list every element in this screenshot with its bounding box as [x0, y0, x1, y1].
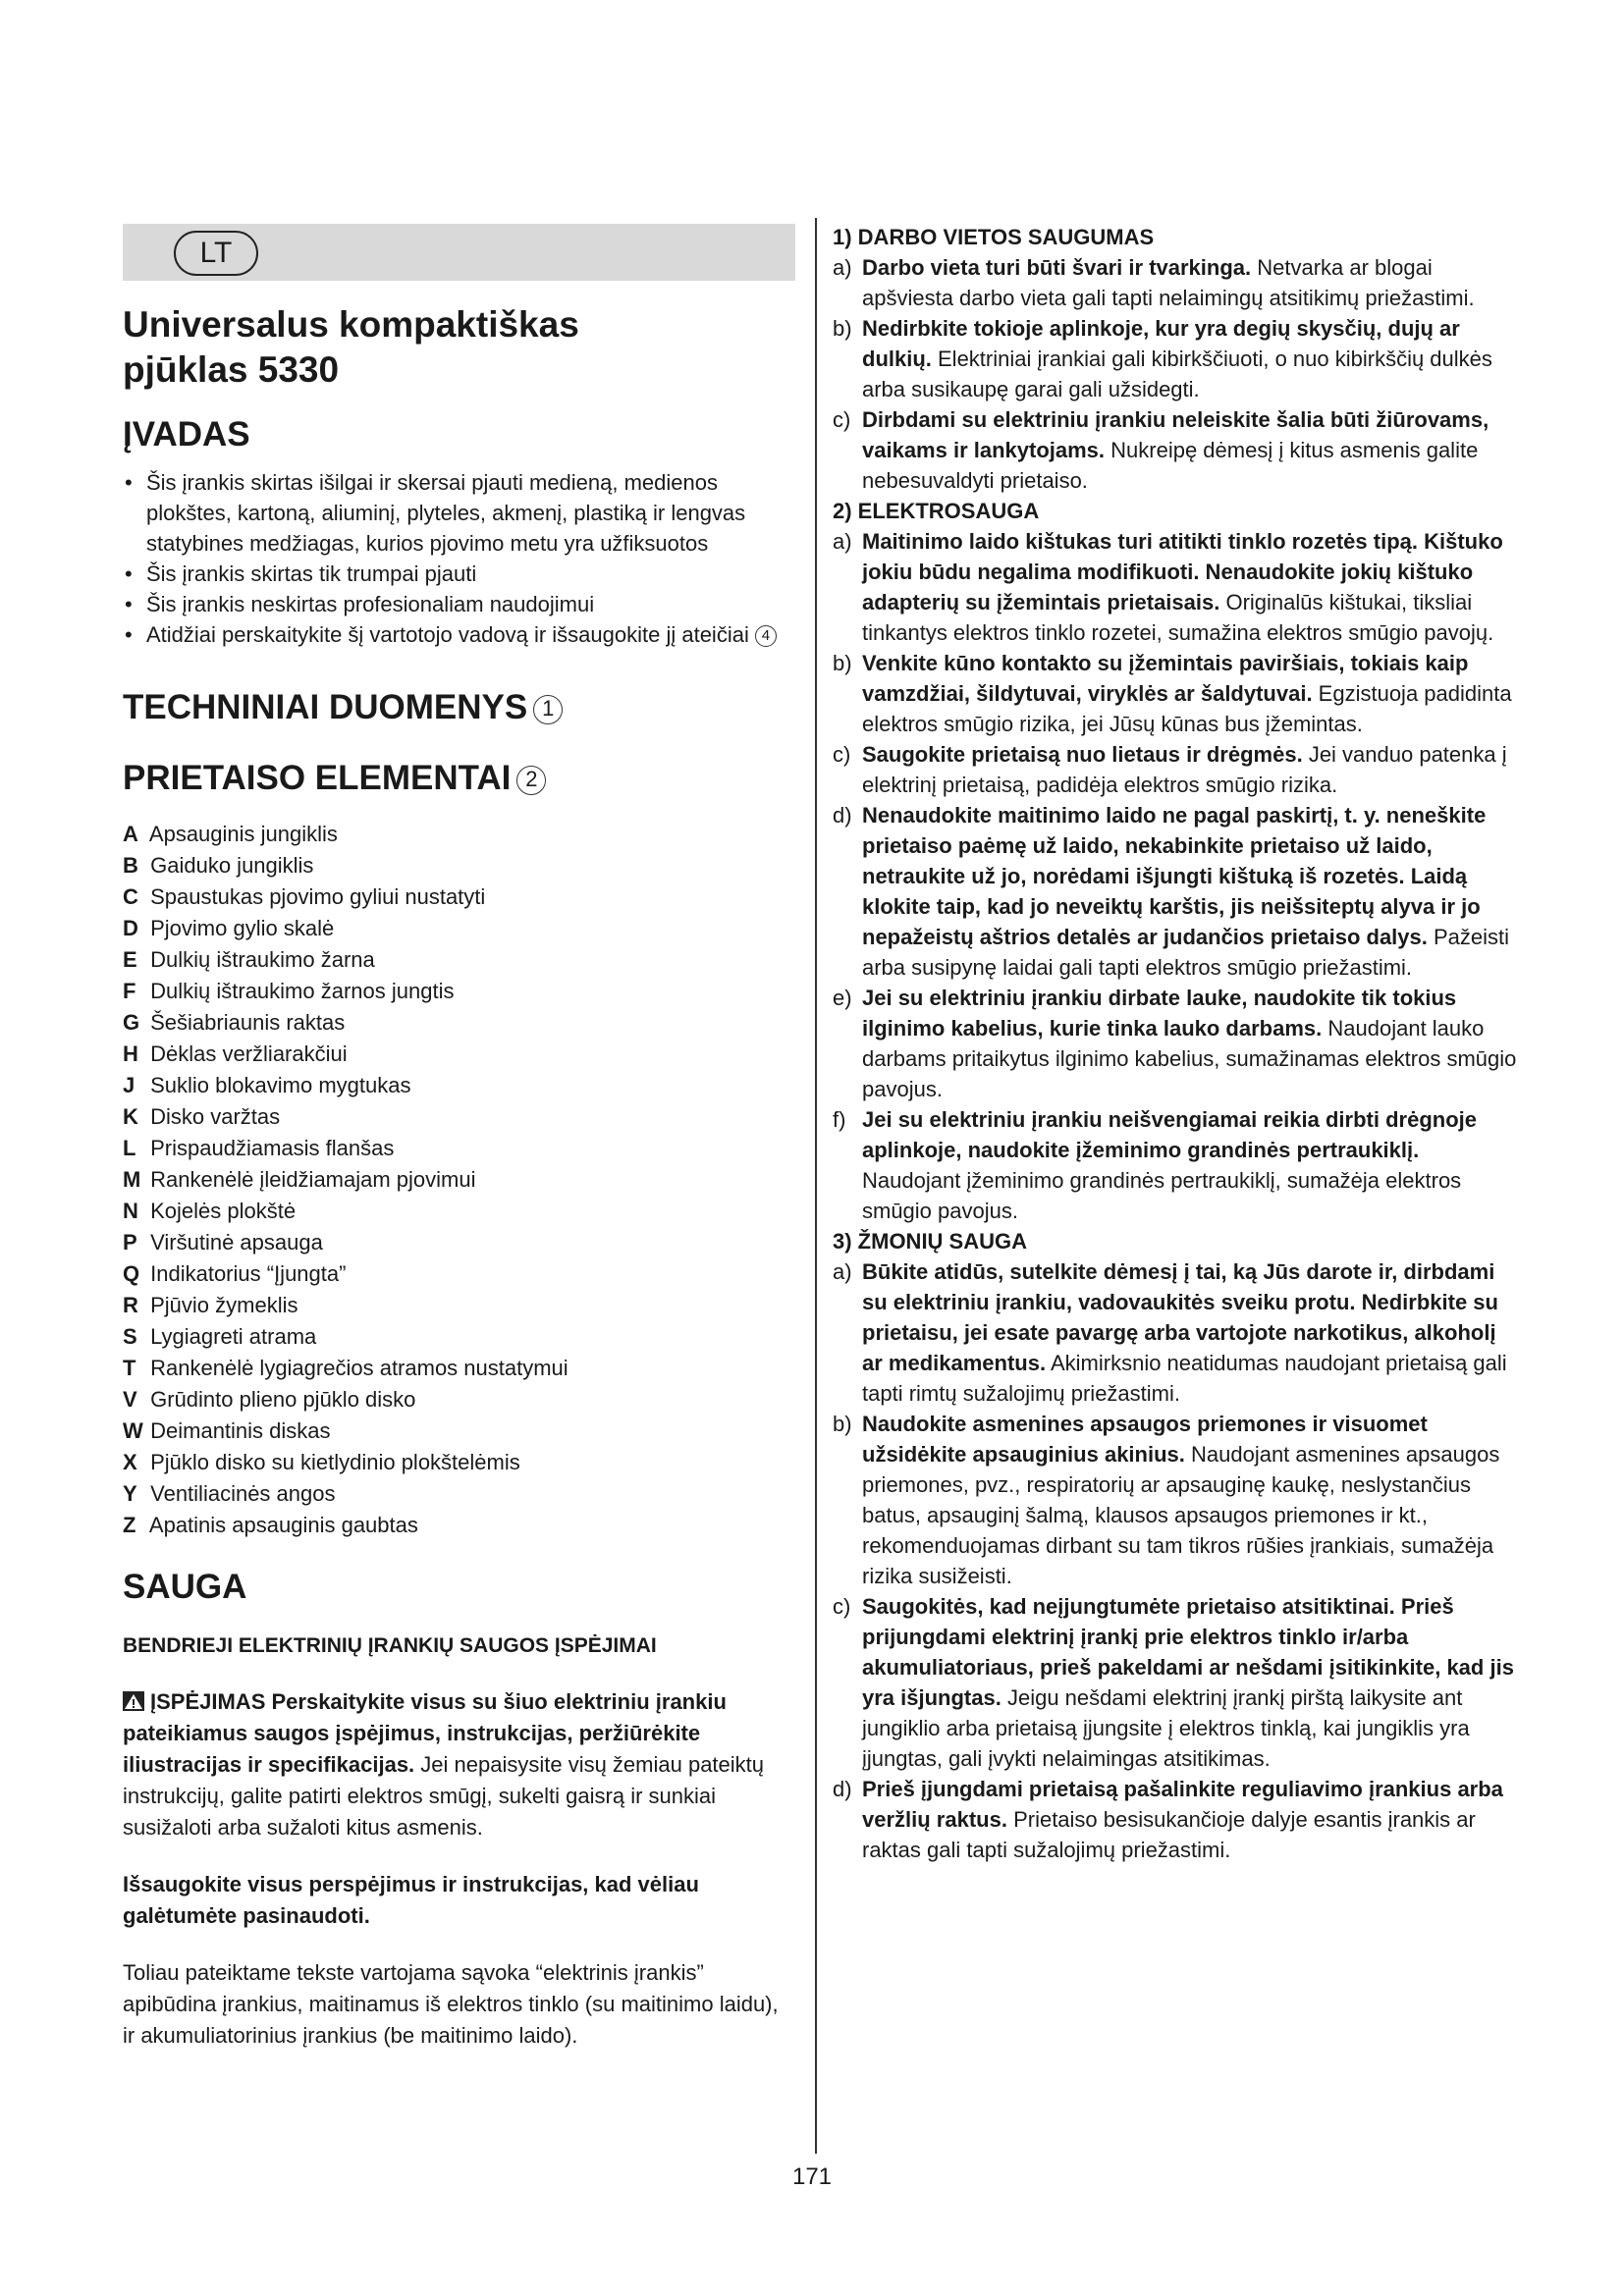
language-bar [123, 224, 795, 281]
part-label: Kojelės plokštė [150, 1199, 297, 1223]
rule-label: c) [833, 407, 851, 432]
part-label: Pjovimo gylio skalė [150, 916, 335, 940]
warning-triangle-icon [123, 1691, 144, 1711]
column-divider [815, 218, 817, 2154]
intro-bullet: • Šis įrankis skirtas tik trumpai pjauti [123, 559, 795, 589]
rule-text: Jei vanduo patenka į elektrinį prietaisą, padidėja elektros smūgio rizika. [862, 742, 1507, 797]
part-item [123, 1007, 795, 1039]
safety-rule [833, 739, 1520, 800]
part-item [123, 1227, 795, 1258]
rule-label: a) [833, 1259, 852, 1284]
part-item [123, 1164, 795, 1196]
part-code: Z [123, 1513, 136, 1537]
intro-bullet-list [123, 467, 795, 650]
left-column [123, 224, 795, 2052]
part-label: Šešiabriaunis raktas [150, 1010, 346, 1035]
part-label: Grūdinto plieno pjūklo disko [150, 1387, 416, 1412]
rule-label: a) [833, 529, 852, 554]
part-label: Lygiagreti atrama [150, 1324, 317, 1349]
part-label: Apatinis apsauginis gaubtas [148, 1513, 418, 1537]
parts-heading: PRIETAISO ELEMENTAI 2 [123, 758, 795, 799]
part-code: J [123, 1073, 135, 1097]
part-item [123, 1039, 795, 1070]
part-code: C [123, 884, 138, 909]
rule-bold-text: Būkite atidūs, sutelkite dėmesį į tai, ką Jūs darote ir, dirbdami su elektriniu įrankiu, vadovaukitės sveiku protu. Nedirbkite su prietaisu, jei esate pavargę arba vartojote narkotikus, alkoholį ar medikamentus. [862, 1259, 1498, 1375]
part-label: Pjūklo disko su kietlydinio plokštelėmis [150, 1450, 520, 1474]
rule-text: Akimirksnio neatidumas naudojant prietaisą gali tapti rimtų sužalojimų priežastimi. [862, 1351, 1507, 1406]
rule-bold-text: Nenaudokite maitinimo laido ne pagal paskirtį, t. y. neneškite prietaiso paėmę už laido, nekabinkite prietaiso už laido, netraukite už jo, norėdami išjungti kištuką iš rozetės. Laidą klokite taip, kad jo neveiktų karštis, jis neišsiteptų alyva ir jo nepažeistų aštrios detalės ar judančios prietaiso dalys. [862, 803, 1487, 949]
warning-paragraph: ĮSPĖJIMAS Perskaitykite visus su šiuo elektriniu įrankiu pateikiamus saugos įspėjimus, instrukcijas, peržiūrėkite iliustracijas ir specifikacijas. Jei nepaisysite visų žemiau pateiktų instrukcijų, galite patirti elektros smūgį, sukelti gaisrą ir sunkiai susižaloti arba sužaloti kitus asmenis. [123, 1689, 765, 1840]
title-line-1: Universalus kompaktiškas [123, 304, 579, 345]
safety-rule [833, 1256, 1520, 1409]
figure-ref-badge: 2 [516, 766, 546, 795]
part-label: Spaustukas pjovimo gyliui nustatyti [150, 884, 486, 909]
part-code: R [123, 1293, 138, 1317]
part-label: Dulkių ištraukimo žarna [150, 947, 375, 972]
rule-text: Elektriniai įrankiai gali kibirkščiuoti, o nuo kibirkščių dulkės arba susikaupę garai gali užsidegti. [862, 347, 1492, 401]
rule-bold-text: Jei su elektriniu įrankiu neišvengiamai reikia dirbti drėgnoje aplinkoje, naudokite įžeminimo grandinės pertraukiklį. [862, 1107, 1477, 1162]
rule-label: a) [833, 255, 852, 280]
part-item [123, 1353, 795, 1384]
part-item [123, 913, 795, 944]
rule-text: Originalūs kištukai, tiksliai tinkantys elektros tinklo rozetei, sumažina elektros smūgio pavojų. [862, 590, 1494, 645]
part-item [123, 1290, 795, 1321]
rule-bold-text: Nedirbkite tokioje aplinkoje, kur yra degių skysčių, dujų ar dulkių. [862, 316, 1460, 371]
safety-rule [833, 1104, 1520, 1226]
rule-label: f) [833, 1107, 846, 1132]
rule-label: c) [833, 742, 851, 767]
part-item [123, 1510, 795, 1541]
part-label: Gaiduko jungiklis [150, 853, 314, 878]
rule-text: Naudojant asmenines apsaugos priemones, pvz., respiratorių ar apsauginę kaukę, neslystančius batus, apsauginį šalmą, klausos apsaugos priemones ir kt., rekomenduojamas dirbant su tam tikros rūšies įrankiais, sumažėja rizika susižeisti. [862, 1442, 1500, 1588]
part-item [123, 976, 795, 1007]
part-code: Q [123, 1261, 140, 1286]
part-item [123, 1384, 795, 1415]
technical-data-heading: TECHNINIAI DUOMENYS 1 [123, 687, 795, 728]
safety-rule [833, 404, 1520, 496]
part-label: Dulkių ištraukimo žarnos jungtis [150, 979, 455, 1003]
safety-rule [833, 313, 1520, 404]
safety-rule [833, 1774, 1520, 1865]
part-code: E [123, 947, 137, 972]
part-code: N [123, 1199, 138, 1223]
part-code: H [123, 1041, 138, 1066]
part-label: Deimantinis diskas [150, 1418, 331, 1443]
part-code: T [123, 1356, 136, 1380]
title-line-2: pjūklas 5330 [123, 349, 340, 390]
rule-text: Jeigu nešdami elektrinį įrankį pirštą laikysite ant jungiklio arba prietaisą įjungsite į elektros tinklą, kai jungiklis yra įjungtas, gali įvykti nelaimingas atsitikimas. [862, 1685, 1470, 1771]
part-code: G [123, 1010, 140, 1035]
part-code: S [123, 1324, 137, 1349]
intro-bullet: • Šis įrankis neskirtas profesionaliam naudojimui [123, 589, 795, 619]
part-code: L [123, 1136, 136, 1160]
part-item [123, 1321, 795, 1353]
part-label: Rankenėlė įleidžiamajam pjovimui [150, 1167, 476, 1192]
safety-rule [833, 800, 1520, 983]
right-column [833, 222, 1520, 1865]
part-code: M [123, 1167, 141, 1192]
part-item [123, 850, 795, 881]
safety-rule [833, 526, 1520, 648]
part-label: Rankenėlė lygiagrečios atramos nustatymui [150, 1356, 568, 1380]
safety-rule [833, 1409, 1520, 1591]
safety-heading: SAUGA [123, 1568, 247, 1606]
part-code: B [123, 853, 138, 878]
part-item [123, 944, 795, 976]
rule-text: Naudojant įžeminimo grandinės pertraukiklį, sumažėja elektros smūgio pavojus. [862, 1168, 1462, 1223]
page-number: 171 [791, 2163, 833, 2190]
part-code: W [123, 1418, 143, 1443]
part-code: P [123, 1230, 137, 1255]
part-code: X [123, 1450, 137, 1474]
part-item [123, 1196, 795, 1227]
safety-rule [833, 1591, 1520, 1774]
part-label: Disko varžtas [150, 1104, 281, 1129]
safety-rule [833, 252, 1520, 313]
figure-ref-badge: 1 [533, 695, 563, 724]
part-item [123, 1101, 795, 1133]
part-item [123, 1447, 795, 1478]
part-label: Suklio blokavimo mygtukas [150, 1073, 411, 1097]
part-label: Viršutinė apsauga [150, 1230, 323, 1255]
part-code: F [123, 979, 136, 1003]
rule-text: Egzistuoja padidinta elektros smūgio rizika, jei Jūsų kūnas bus įžemintas. [862, 681, 1512, 736]
rule-text: Prietaiso besisukančioje dalyje esantis įrankis ar raktas gali tapti sužalojimų priežastimi. [862, 1807, 1476, 1862]
rule-bold-text: Venkite kūno kontakto su įžemintais paviršiais, tokiais kaip vamzdžiai, šildytuvai, viryklės ar šaldytuvai. [862, 651, 1469, 706]
part-label: Ventiliacinės angos [150, 1481, 336, 1506]
part-item [123, 819, 795, 850]
part-item [123, 1258, 795, 1290]
part-code: Y [123, 1481, 137, 1506]
rule-bold-text: Jei su elektriniu įrankiu dirbate lauke, naudokite tik tokius ilginimo kabelius, kurie tinka lauko darbams. [862, 986, 1457, 1041]
rule-bold-text: Naudokite asmenines apsaugos priemones ir visuomet užsidėkite apsauginius akinius. [862, 1412, 1428, 1467]
document-title [123, 302, 795, 393]
part-item [123, 1415, 795, 1447]
rule-label: e) [833, 986, 852, 1010]
parts-list [123, 819, 795, 1541]
figure-ref-badge: 4 [755, 625, 777, 647]
part-item [123, 1133, 795, 1164]
rule-bold-text: Saugokite prietaisą nuo lietaus ir drėgmės. [862, 742, 1303, 767]
safety-section-heading: 1) DARBO VIETOS SAUGUMAS [833, 225, 1155, 249]
rule-bold-text: Saugokitės, kad neįjungtumėte prietaiso atsitiktinai. Prieš prijungdami elektrinį įrankį prie elektros tinklo ir/arba akumuliatoriaus, prieš pakeldami ar nešdami įsitikinkite, kad jis yra išjungtas. [862, 1594, 1514, 1710]
keep-instructions-note: Išsaugokite visus perspėjimus ir instrukcijas, kad vėliau galėtumėte pasinaudoti. [123, 1872, 699, 1928]
rule-label: b) [833, 1412, 852, 1436]
rule-text: Nukreipę dėmesį į kitus asmenis galite nebesuvaldyti prietaiso. [862, 438, 1479, 493]
part-code: D [123, 916, 138, 940]
part-code: V [123, 1387, 137, 1412]
rule-text: Netvarka ar blogai apšviesta darbo vieta gali tapti nelaimingų atsitikimų priežastimi. [862, 255, 1475, 310]
safety-subheading: BENDRIEJI ELEKTRINIŲ ĮRANKIŲ SAUGOS ĮSPĖJIMAI [123, 1634, 657, 1657]
rule-bold-text: Maitinimo laido kištukas turi atitikti tinklo rozetės tipą. Kištuko jokiu būdu negalima modifikuoti. Nenaudokite jokių kištuko adapterių su įžemintais prietaisais. [862, 529, 1503, 614]
part-label: Pjūvio žymeklis [150, 1293, 298, 1317]
rule-bold-text: Darbo vieta turi būti švari ir tvarkinga. [862, 255, 1252, 280]
part-item [123, 881, 795, 913]
safety-rule [833, 983, 1520, 1104]
rule-bold-text: Prieš įjungdami prietaisą pašalinkite reguliavimo įrankius arba veržlių raktus. [862, 1777, 1503, 1832]
rule-bold-text: Dirbdami su elektriniu įrankiu neleiskite šalia būti žiūrovams, vaikams ir lankytojams. [862, 407, 1489, 462]
part-code: A [123, 822, 138, 846]
power-tool-definition: Toliau pateiktame tekste vartojama sąvoka “elektrinis įrankis” apibūdina įrankius, maitinamus iš elektros tinklo (su maitinimo laidu), ir akumuliatorinius įrankius (be maitinimo laido). [123, 1960, 779, 2048]
part-item [123, 1070, 795, 1101]
intro-bullet: • Atidžiai perskaitykite šį vartotojo vadovą ir išsaugokite jį ateičiai 4 [123, 619, 795, 650]
intro-bullet: • Šis įrankis skirtas išilgai ir skersai pjauti medieną, medienos plokštes, kartoną, aliuminį, plyteles, akmenį, plastiką ir lengvas statybines medžiagas, kurios pjovimo metu yra užfiksuotos [123, 467, 795, 559]
safety-section-heading: 3) ŽMONIŲ SAUGA [833, 1229, 1027, 1254]
part-code: K [123, 1104, 138, 1129]
intro-heading: ĮVADAS [123, 415, 250, 454]
rule-label: c) [833, 1594, 851, 1619]
rule-label: b) [833, 316, 852, 341]
rule-label: b) [833, 651, 852, 675]
rule-text: Naudojant lauko darbams pritaikytus ilginimo kabelius, sumažinamas elektros smūgio pavojus. [862, 1016, 1517, 1101]
part-label: Dėklas veržliarakčiui [150, 1041, 348, 1066]
rule-label: d) [833, 1777, 852, 1801]
part-label: Prispaudžiamasis flanšas [150, 1136, 395, 1160]
safety-section-heading: 2) ELEKTROSAUGA [833, 499, 1040, 523]
safety-rule [833, 648, 1520, 739]
part-label: Indikatorius “Įjungta” [150, 1261, 347, 1286]
rule-label: d) [833, 803, 852, 828]
part-item [123, 1478, 795, 1510]
rule-text: Pažeisti arba susipynę laidai gali tapti elektros smūgio priežastimi. [862, 925, 1510, 980]
part-label: Apsauginis jungiklis [148, 822, 338, 846]
language-badge: LT [174, 231, 258, 276]
